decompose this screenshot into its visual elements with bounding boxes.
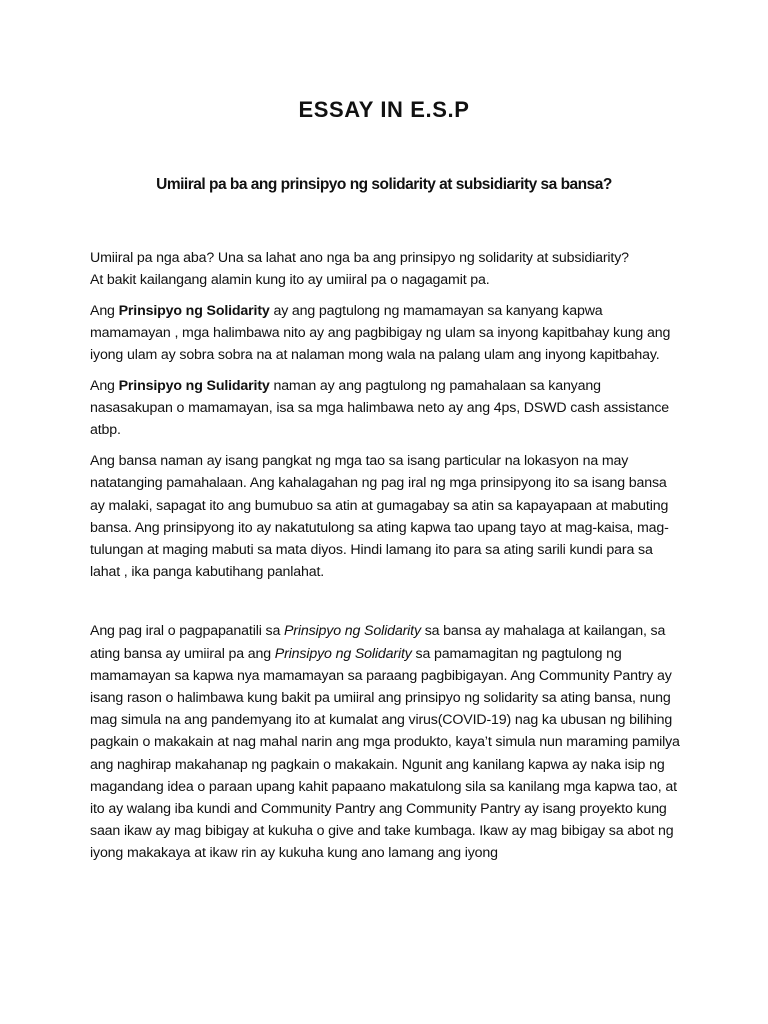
essay-title: ESSAY IN E.S.P xyxy=(298,97,470,122)
paragraph-text: ay ang pagtulong ng mamamayan sa kanyang kapwa mamamayan , mga halimbawa nito ay ang pagbibigay ng ulam sa inyong kapitbahay kung ang iyong ulam ay sobra sobra na at nalaman mong wala na palang ulam ang inyong kapitbahay. xyxy=(90,302,671,364)
paragraph-pag-iral xyxy=(90,620,680,864)
essay-subtitle: Umiiral pa ba ang prinsipyo ng solidarity at subsidiarity sa bansa? xyxy=(156,176,612,193)
paragraph-solidarity xyxy=(90,300,680,367)
term-prinsipyo-ng-sulidarity: Prinsipyo ng Sulidarity xyxy=(118,378,270,395)
paragraph-sulidarity xyxy=(90,375,680,442)
essay-body xyxy=(90,247,680,873)
paragraph-prefix: Ang xyxy=(90,302,119,319)
paragraph-intro-line-2: At bakit kailangang alamin kung ito ay umiiral pa o nagagamit pa. xyxy=(90,272,490,289)
paragraph-text-part-1: Ang pag iral o pagpapanatili sa xyxy=(90,623,284,640)
paragraph-text-part-2: sa bansa ay mahalaga at kailangan, sa ating bansa ay umiiral pa ang xyxy=(90,623,666,662)
paragraph-intro xyxy=(90,247,680,291)
term-italic-solidarity-1: Prinsipyo ng Solidarity xyxy=(283,623,421,640)
paragraph-text-part-3: sa pamamagitan ng pagtulong ng mamamayan sa kapwa nya mamamayan sa paraang pagbibigayan. Ang Community Pantry ay isang rason o halimbawa kung bakit pa umiiral ang prinsipyo ng solidarity sa ating bansa, nung mag simula na ang pandemyang ito at kumalat ang virus(COVID-19) nag ka ubusan ng bilihing pagkain o makakain at nag mahal narin ang mga produkto, kaya’t simula nun maraming pamilya ang naghirap makahanap ng pagkain o makakain. Ngunit ang kanilang kapwa ay naka isip ng magandang idea o paraan upang kahit papaano makatulong sila sa kanilang mga kapwa tao, at ito ay walang iba kundi and Community Pantry ang Community Pantry ay isang proyekto kung saan ikaw ay mag bibigay at kukuha o give and take kumbaga. Ikaw ay mag bibigay sa abot ng iyong makakaya at ikaw rin ay kukuha kung ano lamang ang iyong xyxy=(90,645,680,862)
paragraph-text: naman ay ang pagtulong ng pamahalaan sa kanyang nasasakupan o mamamayan, isa sa mga halimbawa neto ay ang 4ps, DSWD cash assistance atbp. xyxy=(90,378,669,439)
paragraph-intro-line-1: Umiiral pa nga aba? Una sa lahat ano nga ba ang prinsipyo ng solidarity at subsidiarity? xyxy=(90,250,629,266)
paragraph-prefix: Ang xyxy=(90,378,119,395)
term-prinsipyo-ng-solidarity: Prinsipyo ng Solidarity xyxy=(118,302,270,319)
paragraph-bansa: Ang bansa naman ay isang pangkat ng mga tao sa isang particular na lokasyon na may natatanging pamahalaan. Ang kahalagahan ng pag iral ng mga prinsipyong ito sa isang bansa ay malaki, sapagat ito ang bumubuo sa atin at gumagabay sa atin sa kapayapaan at mabuting bansa. Ang prinsipyong ito ay nakatutulong sa ating kapwa tao upang tayo at mag-kaisa, mag-tulungan at maging mabuti sa mata diyos. Hindi lamang ito para sa ating sarili kundi para sa lahat , ika panga kabutihang panlahat. xyxy=(90,453,669,581)
term-italic-solidarity-2: Prinsipyo ng Solidarity xyxy=(274,645,412,662)
